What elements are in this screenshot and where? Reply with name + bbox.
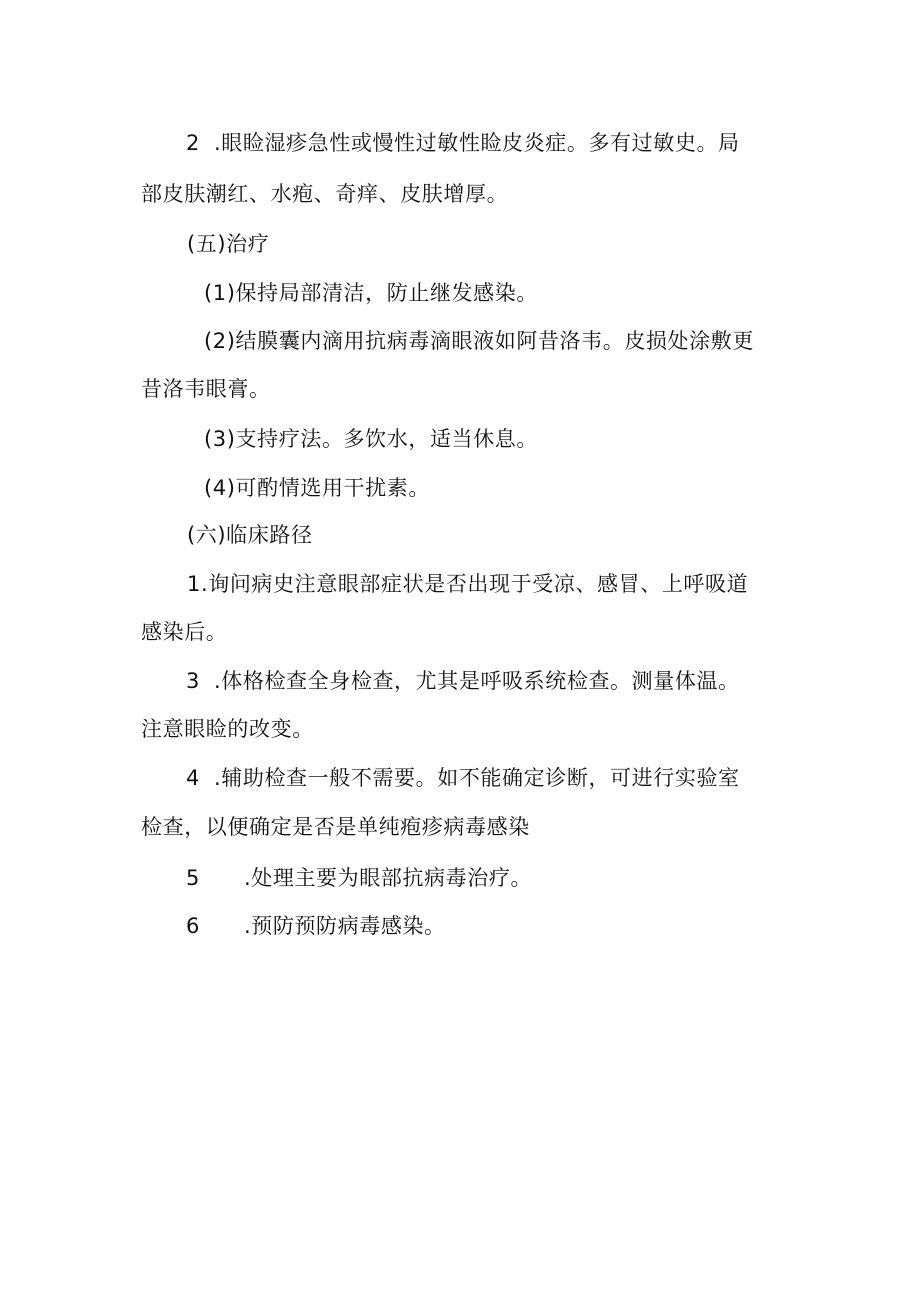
section-heading-treatment: (五)治疗 bbox=[187, 232, 270, 256]
pathway-item-4-line-1 bbox=[186, 763, 740, 793]
paragraph-text: .处理主要为眼部抗病毒治疗。 bbox=[243, 866, 533, 890]
item-number: 3 bbox=[186, 669, 200, 693]
pathway-item-4-line-2: 检查，以便确定是否是单纯疱疹病毒感染 bbox=[141, 815, 530, 839]
paragraph-2-line-2: 部皮肤潮红、水疱、奇痒、皮肤增厚。 bbox=[141, 182, 509, 206]
pathway-item-3-line-1 bbox=[186, 666, 740, 696]
section-heading-clinical-pathway: (六)临床路径 bbox=[187, 523, 313, 547]
pathway-item-5 bbox=[186, 863, 532, 893]
treatment-item-2-line-2: 昔洛韦眼膏。 bbox=[141, 377, 271, 401]
pathway-item-6 bbox=[186, 911, 446, 941]
paragraph-text: .体格检查全身检查，尤其是呼吸系统检查。测量体温。 bbox=[213, 669, 740, 693]
paragraph-2-line-1 bbox=[186, 128, 740, 158]
item-number: 6 bbox=[186, 914, 200, 938]
item-number: 5 bbox=[186, 866, 200, 890]
pathway-item-1-line-1: 1.询问病史注意眼部症状是否出现于受凉、感冒、上呼吸道 bbox=[187, 572, 749, 596]
treatment-item-4: (4)可酌情选用干扰素。 bbox=[204, 476, 430, 500]
paragraph-text: .预防预防病毒感染。 bbox=[243, 914, 446, 938]
treatment-item-3: (3)支持疗法。多饮水，适当休息。 bbox=[204, 427, 538, 451]
item-number: 4 bbox=[186, 766, 200, 790]
treatment-item-2-line-1: (2)结膜囊内滴用抗病毒滴眼液如阿昔洛韦。皮损处涂敷更 bbox=[204, 329, 754, 353]
pathway-item-1-line-2: 感染后。 bbox=[141, 620, 228, 644]
item-number: 2 bbox=[186, 131, 200, 155]
pathway-item-3-line-2: 注意眼睑的改变。 bbox=[141, 717, 314, 741]
paragraph-text: .辅助检查一般不需要。如不能确定诊断，可进行实验室 bbox=[213, 766, 740, 790]
paragraph-text: .眼睑湿疹急性或慢性过敏性睑皮炎症。多有过敏史。局 bbox=[213, 131, 740, 155]
treatment-item-1: (1)保持局部清洁，防止继发感染。 bbox=[204, 281, 538, 305]
